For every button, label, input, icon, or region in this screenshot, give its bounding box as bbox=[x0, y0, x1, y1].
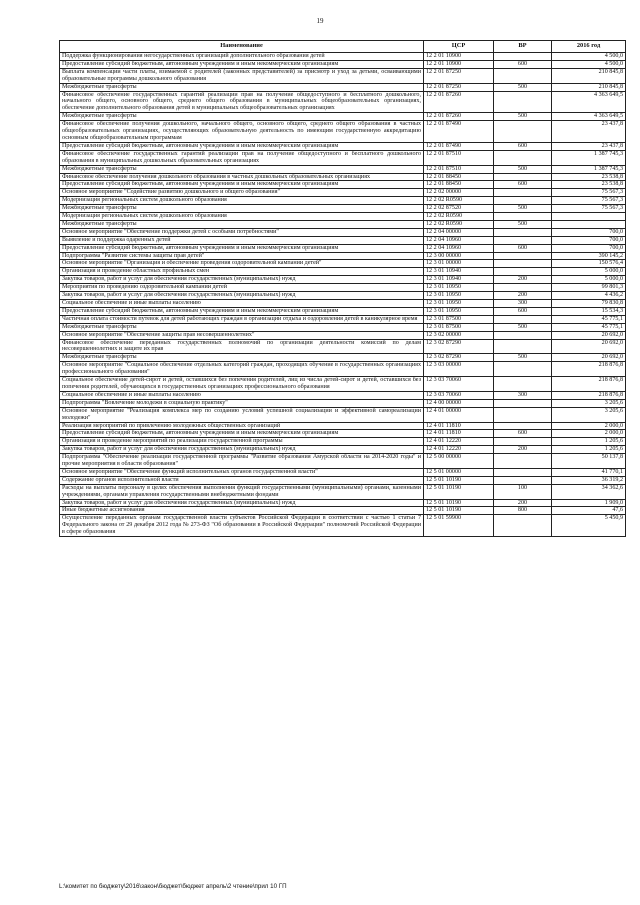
row-csr: 12 3 01 87500 bbox=[424, 315, 494, 323]
table-row bbox=[60, 173, 626, 181]
row-value: 20 692,0 bbox=[552, 339, 626, 354]
row-name: Предоставление субсидий бюджетным, автономным учреждениям и иным некоммерческим организациям bbox=[60, 142, 424, 150]
row-csr: 12 2 01 10900 bbox=[424, 53, 494, 61]
row-vr bbox=[494, 399, 552, 407]
row-vr: 600 bbox=[494, 142, 552, 150]
row-name: Социальное обеспечение и иные выплаты населению bbox=[60, 391, 424, 399]
row-vr: 300 bbox=[494, 391, 552, 399]
table-row bbox=[60, 197, 626, 205]
row-value: 218 876,8 bbox=[552, 362, 626, 377]
row-value: 34 362,6 bbox=[552, 484, 626, 499]
row-name: Финансовое обеспечение получения дошкольного образования в частных дошкольных образовательных организациях bbox=[60, 173, 424, 181]
table-row bbox=[60, 339, 626, 354]
row-value: 210 845,8 bbox=[552, 68, 626, 83]
row-name: Межбюджетные трансферты bbox=[60, 354, 424, 362]
table-row bbox=[60, 113, 626, 121]
table-row bbox=[60, 292, 626, 300]
row-vr: 600 bbox=[494, 181, 552, 189]
row-vr bbox=[494, 150, 552, 165]
row-vr: 600 bbox=[494, 244, 552, 252]
table-row bbox=[60, 205, 626, 213]
row-vr: 600 bbox=[494, 430, 552, 438]
row-csr: 12 5 01 00000 bbox=[424, 468, 494, 476]
table-row bbox=[60, 213, 626, 221]
table-header-row bbox=[60, 41, 626, 53]
header-csr: ЦСР bbox=[424, 41, 494, 53]
row-value: 79 830,8 bbox=[552, 300, 626, 308]
row-vr bbox=[494, 189, 552, 197]
row-csr: 12 2 01 87250 bbox=[424, 83, 494, 91]
table-row bbox=[60, 407, 626, 422]
row-csr: 12 2 04 10960 bbox=[424, 236, 494, 244]
row-vr bbox=[494, 331, 552, 339]
row-name: Подпрограмма "Вовлечение молодежи в социальную практику" bbox=[60, 399, 424, 407]
row-vr bbox=[494, 515, 552, 537]
row-vr bbox=[494, 53, 552, 61]
row-name: Предоставление субсидий бюджетным, автономным учреждениям и иным некоммерческим организациям bbox=[60, 244, 424, 252]
table-row bbox=[60, 515, 626, 537]
row-vr bbox=[494, 173, 552, 181]
row-csr: 12 2 02 R0590 bbox=[424, 220, 494, 228]
row-value: 4 363 649,5 bbox=[552, 113, 626, 121]
row-value: 210 845,8 bbox=[552, 83, 626, 91]
header-year: 2016 год bbox=[552, 41, 626, 53]
row-vr: 800 bbox=[494, 507, 552, 515]
table-row bbox=[60, 68, 626, 83]
row-value: 5 000,0 bbox=[552, 276, 626, 284]
row-value: 23 437,8 bbox=[552, 142, 626, 150]
row-value: 45 775,1 bbox=[552, 323, 626, 331]
row-name: Социальное обеспечение и иные выплаты населению bbox=[60, 300, 424, 308]
row-vr bbox=[494, 377, 552, 392]
row-value bbox=[552, 220, 626, 228]
table-row bbox=[60, 476, 626, 484]
row-vr bbox=[494, 339, 552, 354]
row-name: Закупка товаров, работ и услуг для обеспечения государственных (муниципальных) нужд bbox=[60, 292, 424, 300]
row-value: 75 567,3 bbox=[552, 205, 626, 213]
row-name: Закупка товаров, работ и услуг для обеспечения государственных (муниципальных) нужд bbox=[60, 499, 424, 507]
table-row bbox=[60, 142, 626, 150]
row-name: Поддержка функционирования негосударственных организаций дополнительного образования детей bbox=[60, 53, 424, 61]
row-vr bbox=[494, 121, 552, 143]
row-name: Предоставление субсидий бюджетным, автономным учреждениям и иным некоммерческим организациям bbox=[60, 60, 424, 68]
row-value: 5 450,9 bbox=[552, 515, 626, 537]
row-value: 3 205,6 bbox=[552, 407, 626, 422]
row-name: Финансовое обеспечение получения дошкольного, начального общего, основного общего, среднего общего образования в частных общеобразовательных организациях, осуществляющих образовательную деятельность по имеющим государственную аккредитацию основным общеобразовательным программам bbox=[60, 121, 424, 143]
row-vr bbox=[494, 228, 552, 236]
row-value: 23 538,8 bbox=[552, 173, 626, 181]
row-vr: 200 bbox=[494, 499, 552, 507]
row-csr: 12 3 01 10940 bbox=[424, 268, 494, 276]
row-value: 700,0 bbox=[552, 236, 626, 244]
row-csr: 12 5 01 10190 bbox=[424, 476, 494, 484]
row-name: Межбюджетные трансферты bbox=[60, 205, 424, 213]
row-csr: 12 5 01 59900 bbox=[424, 515, 494, 537]
row-name: Основное мероприятие "Обеспечение функций исполнительных органов государственной власти" bbox=[60, 468, 424, 476]
table-row bbox=[60, 53, 626, 61]
row-csr: 12 3 03 00000 bbox=[424, 362, 494, 377]
row-vr: 300 bbox=[494, 300, 552, 308]
table-row bbox=[60, 315, 626, 323]
row-vr bbox=[494, 68, 552, 83]
row-name: Иные бюджетные ассигнования bbox=[60, 507, 424, 515]
row-value: 47,6 bbox=[552, 507, 626, 515]
row-csr: 12 4 01 00000 bbox=[424, 407, 494, 422]
row-value bbox=[552, 213, 626, 221]
row-vr bbox=[494, 213, 552, 221]
table-row bbox=[60, 244, 626, 252]
row-vr: 200 bbox=[494, 292, 552, 300]
row-vr: 200 bbox=[494, 446, 552, 454]
table-row bbox=[60, 446, 626, 454]
row-value: 4 500,0 bbox=[552, 53, 626, 61]
table-row bbox=[60, 422, 626, 430]
budget-table bbox=[59, 40, 626, 537]
row-csr: 12 2 02 00000 bbox=[424, 189, 494, 197]
row-value: 700,0 bbox=[552, 228, 626, 236]
row-name: Организация и проведение мероприятий по реализации государственной программы bbox=[60, 438, 424, 446]
row-vr bbox=[494, 236, 552, 244]
row-value: 3 205,6 bbox=[552, 399, 626, 407]
row-value: 4 500,0 bbox=[552, 60, 626, 68]
row-vr: 100 bbox=[494, 484, 552, 499]
row-name: Основное мероприятие "Обеспечение поддержки детей с особыми потребностями" bbox=[60, 228, 424, 236]
row-value: 23 437,8 bbox=[552, 121, 626, 143]
row-name: Выплата компенсации части платы, взимаемой с родителей (законных представителей) за присмотр и уход за детьми, осваивающими образовательные программы дошкольного образования bbox=[60, 68, 424, 83]
row-value: 5 000,0 bbox=[552, 268, 626, 276]
row-csr: 12 2 02 R0590 bbox=[424, 197, 494, 205]
row-csr: 12 3 02 00000 bbox=[424, 331, 494, 339]
row-value: 99 801,3 bbox=[552, 284, 626, 292]
row-value: 700,0 bbox=[552, 244, 626, 252]
row-vr: 500 bbox=[494, 220, 552, 228]
row-vr bbox=[494, 454, 552, 469]
row-name: Межбюджетные трансферты bbox=[60, 323, 424, 331]
page-number: 19 bbox=[316, 17, 324, 25]
row-value: 75 567,3 bbox=[552, 189, 626, 197]
table-row bbox=[60, 83, 626, 91]
row-value: 4 436,2 bbox=[552, 292, 626, 300]
row-name: Модернизация региональных систем дошкольного образования bbox=[60, 213, 424, 221]
row-name: Реализация мероприятий по привлечению молодежных общественных организаций bbox=[60, 422, 424, 430]
table-row bbox=[60, 220, 626, 228]
row-csr: 12 2 01 87250 bbox=[424, 68, 494, 83]
table-row bbox=[60, 484, 626, 499]
row-csr: 12 5 01 10190 bbox=[424, 484, 494, 499]
row-value: 50 137,8 bbox=[552, 454, 626, 469]
row-value: 1 387 745,3 bbox=[552, 150, 626, 165]
table-row bbox=[60, 228, 626, 236]
row-vr bbox=[494, 438, 552, 446]
row-value: 41 770,1 bbox=[552, 468, 626, 476]
row-csr: 12 2 02 87520 bbox=[424, 205, 494, 213]
row-csr: 12 2 01 87490 bbox=[424, 121, 494, 143]
table-row bbox=[60, 268, 626, 276]
row-csr: 12 3 00 00000 bbox=[424, 252, 494, 260]
row-csr: 12 2 01 87260 bbox=[424, 91, 494, 113]
row-vr: 200 bbox=[494, 276, 552, 284]
table-row bbox=[60, 323, 626, 331]
row-csr: 12 5 01 10190 bbox=[424, 499, 494, 507]
table-row bbox=[60, 430, 626, 438]
row-name: Предоставление субсидий бюджетным, автономным учреждениям и иным некоммерческим организациям bbox=[60, 307, 424, 315]
table-row bbox=[60, 91, 626, 113]
row-csr: 12 5 00 00000 bbox=[424, 454, 494, 469]
row-csr: 12 3 01 10940 bbox=[424, 276, 494, 284]
table-row bbox=[60, 252, 626, 260]
row-name: Предоставление субсидий бюджетным, автономным учреждениям и иным некоммерческим организациям bbox=[60, 181, 424, 189]
table-row bbox=[60, 284, 626, 292]
row-csr: 12 2 01 87490 bbox=[424, 142, 494, 150]
row-csr: 12 3 01 00000 bbox=[424, 260, 494, 268]
row-value: 20 692,0 bbox=[552, 354, 626, 362]
row-csr: 12 2 01 87510 bbox=[424, 165, 494, 173]
row-value: 218 876,8 bbox=[552, 377, 626, 392]
row-vr: 600 bbox=[494, 60, 552, 68]
header-vr: ВР bbox=[494, 41, 552, 53]
row-name: Предоставление субсидий бюджетным, автономным учреждениям и иным некоммерческим организациям bbox=[60, 430, 424, 438]
row-value: 150 576,4 bbox=[552, 260, 626, 268]
row-csr: 12 2 04 00000 bbox=[424, 228, 494, 236]
table-row bbox=[60, 362, 626, 377]
row-vr: 500 bbox=[494, 205, 552, 213]
row-value: 23 538,8 bbox=[552, 181, 626, 189]
row-vr bbox=[494, 91, 552, 113]
table-row bbox=[60, 468, 626, 476]
table-row bbox=[60, 60, 626, 68]
row-name: Финансовое обеспечение государственных гарантий реализации прав на получение общедоступного и бесплатного дошкольного образования в муниципальных дошкольных образовательных организациях bbox=[60, 150, 424, 165]
table-row bbox=[60, 236, 626, 244]
row-name: Подпрограмма "Развитие системы защиты прав детей" bbox=[60, 252, 424, 260]
row-csr: 12 2 04 10960 bbox=[424, 244, 494, 252]
table-row bbox=[60, 189, 626, 197]
table-row bbox=[60, 391, 626, 399]
row-vr bbox=[494, 422, 552, 430]
row-csr: 12 2 01 87510 bbox=[424, 150, 494, 165]
row-value: 2 000,0 bbox=[552, 422, 626, 430]
row-value: 75 567,3 bbox=[552, 197, 626, 205]
row-name: Подпрограмма "Обеспечение реализации государственной программы "Развитие образования Амурской области на 2014-2020 годы" и прочие мероприятия в области образования" bbox=[60, 454, 424, 469]
row-vr bbox=[494, 468, 552, 476]
row-csr: 12 3 01 10950 bbox=[424, 300, 494, 308]
table-row bbox=[60, 181, 626, 189]
row-name: Выявление и поддержка одаренных детей bbox=[60, 236, 424, 244]
row-vr bbox=[494, 284, 552, 292]
row-name: Основное мероприятие "Организация и обеспечение проведения оздоровительной кампании детей" bbox=[60, 260, 424, 268]
row-name: Финансовое обеспечение государственных гарантий реализации прав на получение общедоступного и бесплатного дошкольного, начального общего, основного общего, среднего общего образования в муниципальных общеобразовательных организациях, обеспечение дополнительного образования детей в муниципальных общеобразовательных организациях bbox=[60, 91, 424, 113]
row-csr: 12 3 03 70060 bbox=[424, 391, 494, 399]
table-row bbox=[60, 150, 626, 165]
table-row bbox=[60, 276, 626, 284]
row-csr: 12 3 01 10950 bbox=[424, 307, 494, 315]
row-vr: 500 bbox=[494, 83, 552, 91]
row-value: 1 205,6 bbox=[552, 438, 626, 446]
row-csr: 12 4 01 11810 bbox=[424, 422, 494, 430]
row-name: Модернизация региональных систем дошкольного образования bbox=[60, 197, 424, 205]
row-vr bbox=[494, 268, 552, 276]
row-value: 36 319,2 bbox=[552, 476, 626, 484]
row-csr: 12 3 01 10950 bbox=[424, 284, 494, 292]
row-csr: 12 2 01 88450 bbox=[424, 173, 494, 181]
row-name: Осуществление переданных органам государственной власти субъектов Российской Федерации в соответствии с частью 1 статьи 7 Федерального закона от 29 декабря 2012 года № 273-ФЗ "Об образовании в Российской Федерации" полномочий Российской Федерации в сфере образования bbox=[60, 515, 424, 537]
row-name: Закупка товаров, работ и услуг для обеспечения государственных (муниципальных) нужд bbox=[60, 446, 424, 454]
row-vr bbox=[494, 260, 552, 268]
table-row bbox=[60, 300, 626, 308]
row-value: 390 145,2 bbox=[552, 252, 626, 260]
row-name: Содержание органов исполнительной власти bbox=[60, 476, 424, 484]
table-row bbox=[60, 377, 626, 392]
row-csr: 12 2 02 R0590 bbox=[424, 213, 494, 221]
table-row bbox=[60, 165, 626, 173]
row-csr: 12 4 01 12220 bbox=[424, 446, 494, 454]
row-csr: 12 3 01 87500 bbox=[424, 323, 494, 331]
row-vr: 500 bbox=[494, 323, 552, 331]
row-name: Межбюджетные трансферты bbox=[60, 83, 424, 91]
row-name: Основное мероприятие "Реализация комплекса мер по созданию условий успешной социализации и эффективной самореализации молодежи" bbox=[60, 407, 424, 422]
row-name: Основное мероприятие "Содействие развитию дошкольного и общего образования" bbox=[60, 189, 424, 197]
row-value: 1 909,0 bbox=[552, 499, 626, 507]
row-name: Мероприятия по проведению оздоровительной кампании детей bbox=[60, 284, 424, 292]
row-vr bbox=[494, 315, 552, 323]
row-csr: 12 2 01 88450 bbox=[424, 181, 494, 189]
row-name: Основное мероприятие "Обеспечение защиты прав несовершеннолетних" bbox=[60, 331, 424, 339]
row-csr: 12 4 01 12220 bbox=[424, 438, 494, 446]
table-row bbox=[60, 354, 626, 362]
row-name: Основное мероприятие "Социальное обеспечение отдельных категорий граждан, проходящих обучение в государственных организациях профессионального образования" bbox=[60, 362, 424, 377]
row-name: Частичная оплата стоимости путевок для детей работающих граждан в организации отдыха и оздоровления детей в каникулярное время bbox=[60, 315, 424, 323]
table-row bbox=[60, 260, 626, 268]
row-csr: 12 2 01 87260 bbox=[424, 113, 494, 121]
row-vr bbox=[494, 197, 552, 205]
row-csr: 12 4 01 11810 bbox=[424, 430, 494, 438]
row-vr: 500 bbox=[494, 113, 552, 121]
row-vr: 500 bbox=[494, 165, 552, 173]
row-vr: 500 bbox=[494, 354, 552, 362]
row-name: Организация и проведение областных профильных смен bbox=[60, 268, 424, 276]
table-row bbox=[60, 454, 626, 469]
row-name: Закупка товаров, работ и услуг для обеспечения государственных (муниципальных) нужд bbox=[60, 276, 424, 284]
row-name: Межбюджетные трансферты bbox=[60, 165, 424, 173]
row-csr: 12 5 01 10190 bbox=[424, 507, 494, 515]
row-value: 20 692,0 bbox=[552, 331, 626, 339]
row-csr: 12 3 03 70060 bbox=[424, 377, 494, 392]
row-vr: 600 bbox=[494, 307, 552, 315]
row-vr bbox=[494, 252, 552, 260]
table-row bbox=[60, 499, 626, 507]
row-value: 1 205,6 bbox=[552, 446, 626, 454]
table-row bbox=[60, 307, 626, 315]
row-value: 218 876,8 bbox=[552, 391, 626, 399]
row-vr bbox=[494, 476, 552, 484]
row-vr bbox=[494, 407, 552, 422]
row-csr: 12 3 02 87290 bbox=[424, 354, 494, 362]
row-name: Финансовое обеспечение переданных государственных полномочий по организации деятельности комиссий по делам несовершеннолетних и защите их прав bbox=[60, 339, 424, 354]
table-row bbox=[60, 399, 626, 407]
row-name: Межбюджетные трансферты bbox=[60, 113, 424, 121]
table-row bbox=[60, 121, 626, 143]
row-csr: 12 3 02 87290 bbox=[424, 339, 494, 354]
row-value: 45 775,1 bbox=[552, 315, 626, 323]
row-value: 4 363 649,5 bbox=[552, 91, 626, 113]
file-path-footer: L:\комитет по бюджету\2016\закон\бюджет\бюджет апрель\2 чтение\прил 10 ГП bbox=[59, 883, 287, 890]
table-row bbox=[60, 507, 626, 515]
table-row bbox=[60, 331, 626, 339]
table-row bbox=[60, 438, 626, 446]
row-value: 2 000,0 bbox=[552, 430, 626, 438]
row-name: Межбюджетные трансферты bbox=[60, 220, 424, 228]
row-vr bbox=[494, 362, 552, 377]
row-value: 1 387 745,3 bbox=[552, 165, 626, 173]
row-csr: 12 4 00 00000 bbox=[424, 399, 494, 407]
row-name: Расходы на выплаты персоналу в целях обеспечения выполнения функций государственными (муниципальными) органами, казенными учреждениями, органами управления государственными внебюджетными фондами bbox=[60, 484, 424, 499]
header-name: Наименование bbox=[60, 41, 424, 53]
row-name: Социальное обеспечение детей-сирот и детей, оставшихся без попечения родителей, лиц из числа детей-сирот и детей, оставшихся без попечения родителей, обучающихся в государственных организациях профессионального образования bbox=[60, 377, 424, 392]
row-csr: 12 3 01 10950 bbox=[424, 292, 494, 300]
row-csr: 12 2 01 10900 bbox=[424, 60, 494, 68]
row-value: 15 534,3 bbox=[552, 307, 626, 315]
